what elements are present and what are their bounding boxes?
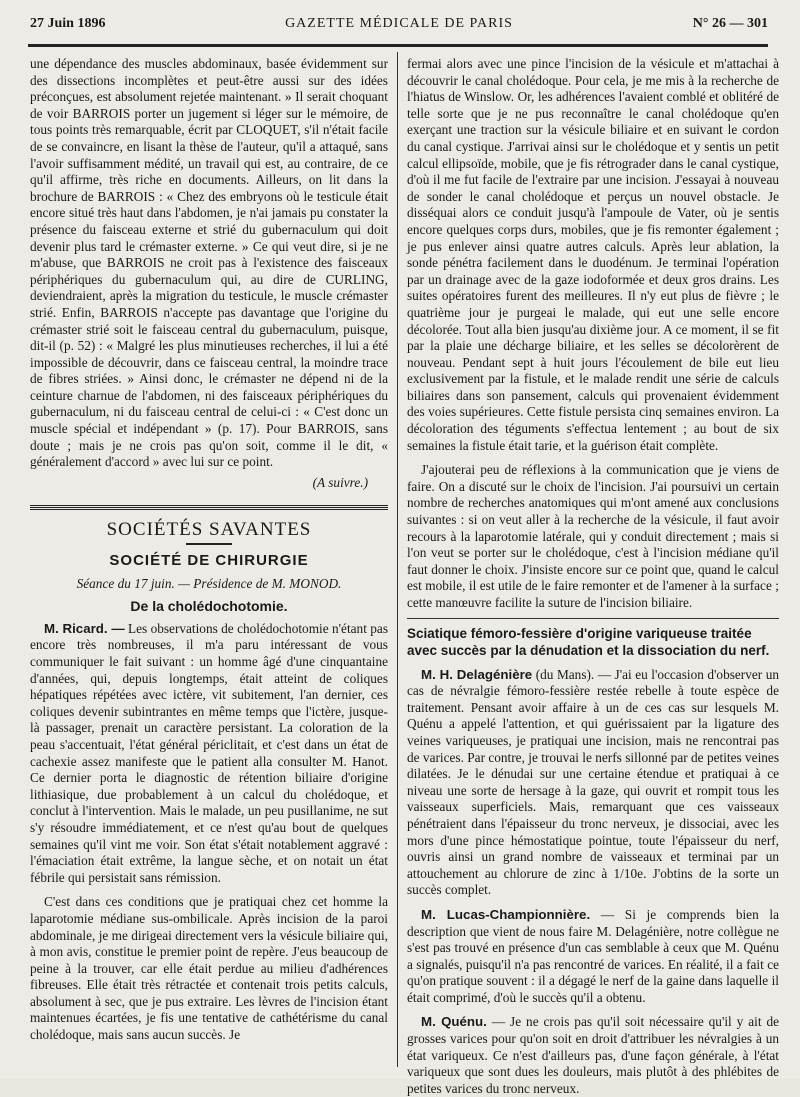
section-rule	[30, 505, 388, 510]
left-column	[30, 56, 388, 1044]
lucas-paragraph	[407, 907, 779, 1007]
quenu-text: — Je ne crois pas qu'il soit nécessaire qu'il y ait de grosses varices pour qu'on soit en droit d'attribuer les névralgies à un état variqueux. Ce n'est d'ailleurs pas, d'une façon générale, à l'état variqueux que sont dues les douleurs, mais plutôt à des phlébites de petites varices du tronc nerveux.	[407, 1014, 780, 1096]
ricard-paragraph-2: C'est dans ces conditions que je pratiquai chez cet homme la laparotomie médiane sus-ombilicale. Après incision de la paroi abdominale, je me dirigeai directement vers la vésicule biliaire qui, à mon avis, constitue le premier point de repère. J'eus beaucoup de peine à la trouver, car elle était perdue au milieu d'adhérences fibreuses. Elle était très rétractée et contenait trois petits calculs, absolument à sec, que je pus extraire. Les lèvres de l'incision étant maintenues écartées, je fis une tentative de cathétérisme du canal cholédoque, mais sans aucun succès. Je	[30, 894, 388, 1043]
page-header	[30, 14, 768, 36]
header-rule	[28, 44, 768, 47]
delageniere-text: (du Mans). — J'ai eu l'occasion d'observer un cas de névralgie fémoro-fessière restée rebelle à toute espèce de traitement. Pensant avoir affaire à un de ces cas sur lesquels M. Quénu a appelé l'attention, et qui guérissaient par la ligature des veines variqueuses, je pratiquai une incision, mais ne rencontrai pas de varices. Par contre, je trouvai le nerfs sillonné par de petites veines dilatées. Je le dénudai sur une certaine étendue et pratiquai à ce niveau une sorte de hersage à la gaze, qui ouvrit et rompit tous les vaisseaux superficiels. Mais, remarquant que ces vaisseaux pénétraient dans l'épaisseur du tronc nerveux, je dissociai, avec les mors d'une pince hémostatique pointue, toute l'épaisseur du nerf, ouvris ainsi un grand nombre de vaisseaux et terminai par un attouchement au chlorure de zinc à 1/10e. J'obtins de la sorte un succès complet.	[407, 666, 780, 898]
issue-date: 27 Juin 1896	[30, 16, 106, 31]
quenu-paragraph	[407, 1014, 779, 1097]
lucas-text: — Si je comprends bien la description que vient de nous faire M. Delagénière, notre collègue ne s'est pas trouvé en présence d'un cas semblable à ceux que M. Quénu a signalés, puisqu'il n'a pas rencontré de varices. En réalité, il a fait ce qu'on pratique souvent : il a dégagé le nerf de la gaine dans laquelle il était comprimé, d'où le succès qu'il a obtenu.	[407, 906, 779, 1005]
column-divider	[397, 52, 398, 1067]
topic-rule	[407, 618, 779, 619]
ricard-reflections: J'ajouterai peu de réflexions à la communication que je viens de faire. On a discuté sur le choix de l'incision. J'ai poursuivi un certain nombre de recherches anatomiques qui m'ont amené aux conclusions suivantes : si on veut aller à la recherche de la vésicule, il faut avoir recours à la laparotomie latérale, qui y conduit directement ; mais si l'on veut se porter sur le cholédoque, c'est à l'incision médiane qu'il faut donner le choix. J'insiste encore sur ce point que, quand le calcul est mobile, il est utile de le faire remonter et de l'amener à la surface ; cette manœuvre facilite la suture de l'incision biliaire.	[407, 462, 779, 610]
page-number: N° 26 — 301	[692, 16, 768, 31]
ricard-text: Les observations de cholédochotomie n'étant pas encore très nombreuses, il m'a paru intéressant de vous communiquer le fait suivant : un homme âgé d'une cinquantaine d'années, qui, depuis longtemps, était atteint de coliques hépatiques répétées avec ictère, vit subitement, l'an dernier, ces coliques devenir subintrantes en même temps que l'ictère, jusque-là passager, prenait un caractère persistant. La coloration de la peau s'accentuait, l'état général périclitait, et c'est dans un état de cachexie assez manifeste que le patient alla consulter M. Hanot. Ce dernier porta le diagnostic de rétention biliaire d'origine lithiasique, due probablement à un calcul du cholédoque, et conclut à l'intervention. Mais le malade, un peu pusillanime, ne sut s'y résoudre immédiatement, et ce n'est qu'au bout de quelques semaines qu'il vint me voir. Son état s'était notablement aggravé : l'émaciation était extrême, la langue sèche, et on notait un état fébrile qui persistait sans rémission.	[30, 620, 388, 885]
ricard-paragraph	[30, 621, 388, 887]
right-column	[407, 56, 779, 1097]
session-line: Séance du 17 juin. — Présidence de M. MONOD.	[76, 575, 342, 591]
speaker-lucas: M. Lucas-Championnière.	[421, 906, 591, 922]
short-rule	[186, 543, 232, 545]
to-be-continued: (A suivre.)	[312, 474, 368, 490]
speaker-ricard: M. Ricard. —	[44, 620, 125, 636]
speaker-quenu: M. Quénu.	[421, 1014, 487, 1030]
speaker-delageniere: M. H. Delagénière	[421, 666, 533, 682]
topic-heading: De la cholédochotomie.	[130, 598, 288, 615]
section-heading: SOCIÉTÉS SAVANTES	[106, 519, 312, 541]
topic-heading-sciatique: Sciatique fémoro-fessière d'origine variqueuse traitée avec succès par la dénudation et la dissociation du nerf.	[407, 625, 770, 658]
ricard-continuation: fermai alors avec une pince l'incision de la vésicule et m'attachai à découvrir le canal cholédoque. Pour cela, je me mis à la recherche de l'hiatus de Winslow. Or, les adhérences l'avaient comblé et oblitéré de telle sorte que je ne pus reconnaître le canal cholédoque qu'en exerçant une traction sur la vésicule biliaire et en suivant le cordon du canal cystique. J'arrivai ainsi sur le cholédoque et y sentis un petit calcul ellipsoïde, mobile, que je fis rétrograder dans le canal cystique, d'où il me fut facile de l'extraire par une incision. J'essayai à nouveau de sonder le canal cholédoque et perçus un nouvel obstacle. Je disséquai alors ce conduit jusqu'à l'ampoule de Vater, où je sentis encore quelques corps durs, mobiles, que je fis remonter également ; je pus enlever ainsi quatre autres calculs. Après leur ablation, la sonde pénétra facilement dans le duodénum. Je terminai l'opération par un drainage avec de la gaze iodoformée et deux gros drains. Les suites opératoires furent des meilleures. Il n'y eut plus de fièvre ; le quatrième jour je purgeai le malade, qui eut une selle encore décolorée. Tout alla bien jusqu'au dixième jour. A ce moment, il se fit par la plaie une décharge biliaire, et les selles se décolorèrent de nouveau. Pendant sept à huit jours l'écoulement de bile eut lieu exclusivement par la fistule, et le malade rendit une série de calculs biliaires dans son pansement, calculs qui provenaient évidemment des voies supérieures. Cette fistule persista cinq semaines environ. La décoloration des téguments s'effectua lentement ; au bout de six semaines la fistule était tarie, et la guérison était complète.	[407, 56, 779, 453]
journal-title: GAZETTE MÉDICALE DE PARIS	[285, 16, 513, 31]
delageniere-paragraph	[407, 667, 779, 899]
society-heading: SOCIÉTÉ DE CHIRURGIE	[109, 552, 309, 570]
article-continuation: une dépendance des muscles abdominaux, basée évidemment sur des dissections incomplètes et peut-être aussi sur des idées préconçues, est absolument rejetée maintenant. » Il serait choquant de voir BARROIS porter un jugement si léger sur le mémoire, de tous points très remarquable, écrit par CLOQUET, s'il n'était facile de se convaincre, en lisant la thèse de l'auteur, qu'il a attaqué, sans l'avoir suffisamment médité, un travail qui est, au contraire, de ce qu'il affirme, très riche en documents. Ailleurs, on lit dans la brochure de BARROIS : « Chez des embryons où le testicule était encore situé très haut dans l'abdomen, je n'ai jamais pu constater la présence du faisceau externe et strié du gubernaculum qui doit devenir plus tard le crémaster externe. » Ce qui veut dire, si je ne m'abuse, que BARROIS ne croit pas à l'existence des faisceaux périphériques du gubernaculum qui, au dire de CURLING, deviendraient, après la migration du testicule, le muscle crémaster strié. Enfin, BARROIS n'accepte pas davantage que l'origine du crémaster strié soit le faisceau central du gubernaculum, puisque, dit-il (p. 52) : « Malgré les plus minutieuses recherches, il lui a été impossible de découvrir, dans ce faisceau central, la moindre trace de fibres striées. » Ainsi donc, le crémaster ne dépend ni de la ceinture charnue de l'abdomen, ni des faisceaux périphériques du gubernaculum, ni du faisceau central de celui-ci : « C'est donc un muscle spécial et indépendant » (p. 17). Pour BARROIS, sans doute ; mais je ne crois pas qu'on soit, comme il le dit, « généralement d'accord » avec lui sur ce point.	[30, 56, 388, 470]
